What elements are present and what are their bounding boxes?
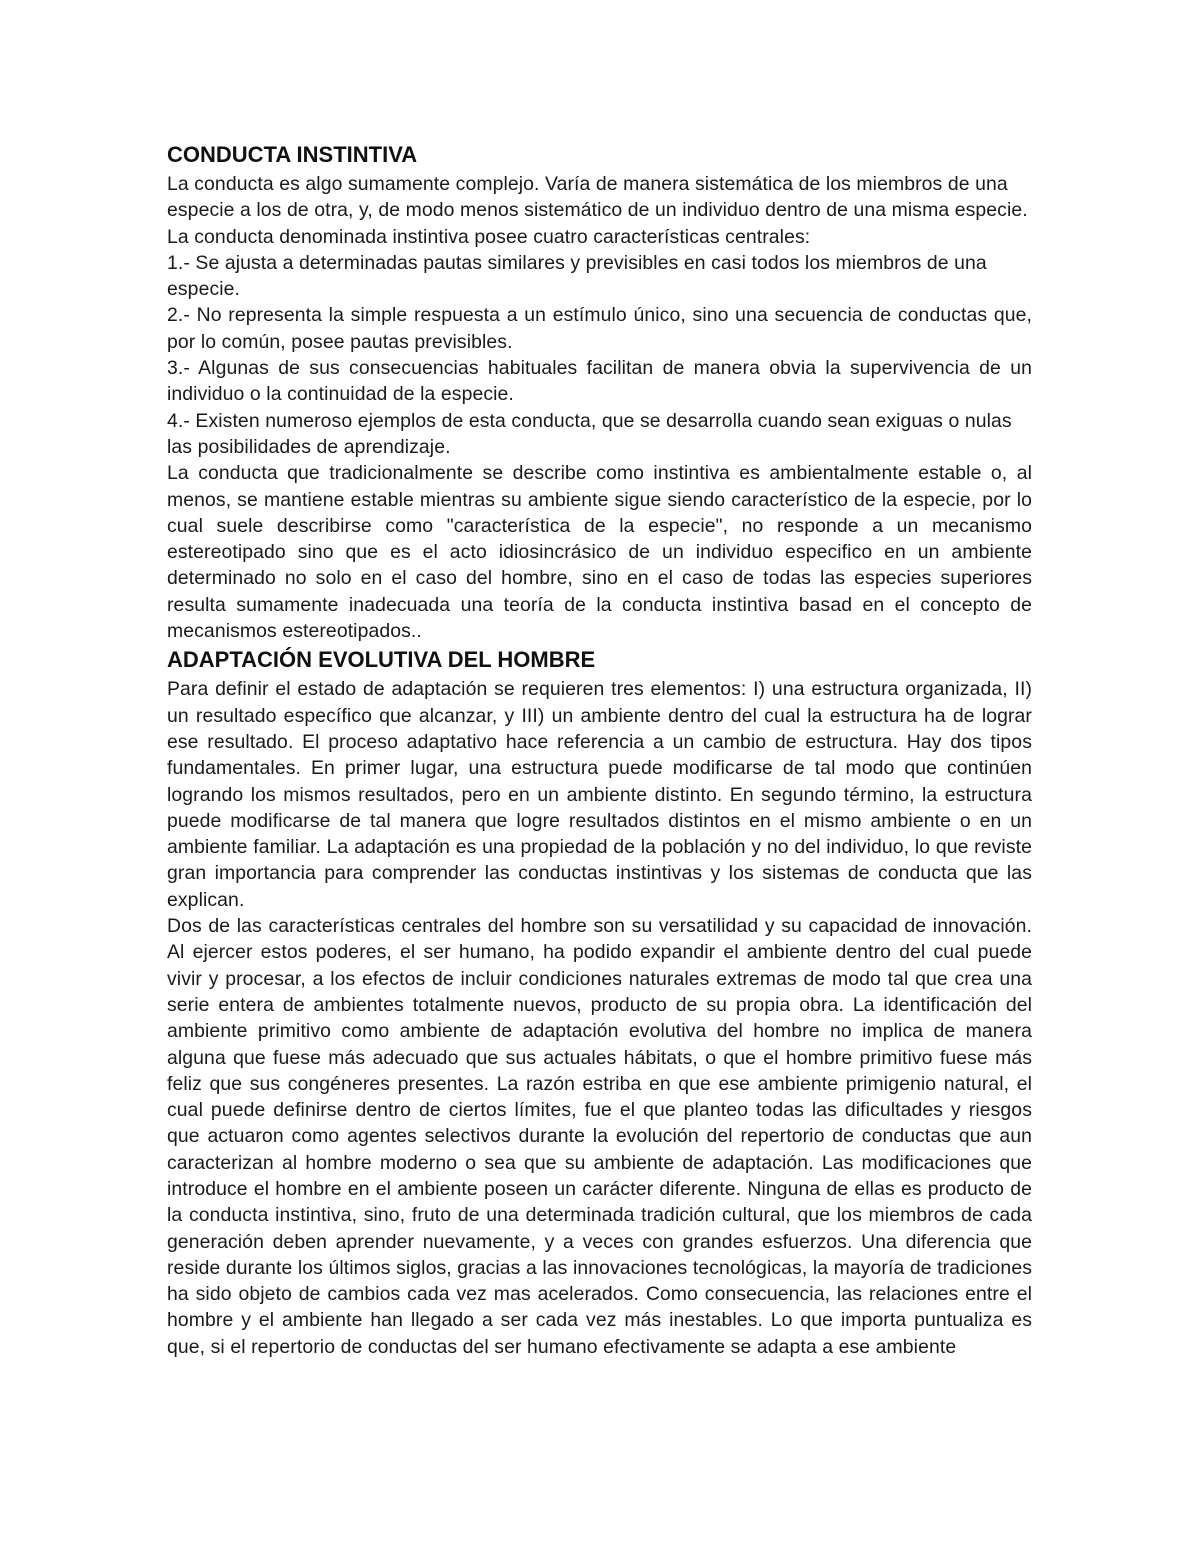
section-title-conducta-instintiva: CONDUCTA INSTINTIVA <box>167 142 418 167</box>
intro-paragraph: La conducta es algo sumamente complejo. Varía de manera sistemática de los miembros de una especie a los de otra, y, de modo menos sistemático de un individuo dentro de una misma especie. La conducta denominada instintiva posee cuatro características centrales: <box>167 173 1028 248</box>
document-page <box>167 139 1032 1360</box>
list-item-3: 3.- Algunas de sus consecuencias habituales facilitan de manera obvia la supervivencia de un individuo o la continuidad de la especie. <box>167 357 1032 406</box>
closing-paragraph: La conducta que tradicionalmente se describe como instintiva es ambientalmente estable o, al menos, se mantiene estable mientras su ambiente sigue siendo característico de la especie, por lo cual suele describirse como "característica de la especie", no responde a un mecanismo estereotipado sino que es el acto idiosincrásico de un individuo especifico en un ambiente determinado no solo en el caso del hombre, sino en el caso de todas las especies superiores resulta sumamente inadecuada una teoría de la conducta instintiva basad en el concepto de mecanismos estereotipados.. <box>167 462 1032 643</box>
list-item-1: 1.- Se ajusta a determinadas pautas similares y previsibles en casi todos los miembros de una especie. <box>167 251 987 301</box>
adaptation-paragraph-2: Dos de las características centrales del hombre son su versatilidad y su capacidad de innovación. Al ejercer estos poderes, el ser humano, ha podido expandir el ambiente dentro del cual puede vivir y procesar, a los efectos de incluir condiciones naturales extremas de modo tal que crea una serie entera de ambientes totalmente nuevos, producto de su propia obra. La identificación del ambiente primitivo como ambiente de adaptación evolutiva del hombre no implica de manera alguna que fuese más adecuado que sus actuales hábitats, o que el hombre primitivo fuese más feliz que sus congéneres presentes. La razón estriba en que ese ambiente primigenio natural, el cual puede definirse dentro de ciertos límites, fue el que planteo todas las dificultades y riesgos que actuaron como agentes selectivos durante la evolución del repertorio de conductas que aun caracterizan al hombre moderno o sea que su ambiente de adaptación. Las modificaciones que introduce el hombre en el ambiente poseen un carácter diferente. Ninguna de ellas es producto de la conducta instintiva, sino, fruto de una determinada tradición cultural, que los miembros de cada generación deben aprender nuevamente, y a veces con grandes esfuerzos. Una diferencia que reside durante los últimos siglos, gracias a las innovaciones tecnológicas, la mayoría de tradiciones ha sido objeto de cambios cada vez mas acelerados. Como consecuencia, las relaciones entre el hombre y el ambiente han llegado a ser cada vez más inestables. Lo que importa puntualiza es que, si el repertorio de conductas del ser humano efectivamente se adapta a ese ambiente <box>167 915 1032 1358</box>
list-item-4: 4.- Existen numeroso ejemplos de esta conducta, que se desarrolla cuando sean exiguas o nulas las posibilidades de aprendizaje. <box>167 409 1012 458</box>
section-title-adaptacion-evolutiva: ADAPTACIÓN EVOLUTIVA DEL HOMBRE <box>167 647 596 673</box>
list-item-2: 2.- No representa la simple respuesta a un estímulo único, sino una secuencia de conductas que, por lo común, posee pautas previsibles. <box>167 304 1032 353</box>
adaptation-paragraph-1: Para definir el estado de adaptación se requieren tres elementos: I) una estructura organizada, II) un resultado específico que alcanzar, y III) un ambiente dentro del cual la estructura ha de lograr ese resultado. El proceso adaptativo hace referencia a un cambio de estructura. Hay dos tipos fundamentales. En primer lugar, una estructura puede modificarse de tal modo que continúen logrando los mismos resultados, pero en un ambiente distinto. En segundo término, la estructura puede modificarse de tal manera que logre resultados distintos en el mismo ambiente o en un ambiente familiar. La adaptación es una propiedad de la población y no del individuo, lo que reviste gran importancia para comprender las conductas instintivas y los sistemas de conducta que las explican. <box>167 678 1032 911</box>
